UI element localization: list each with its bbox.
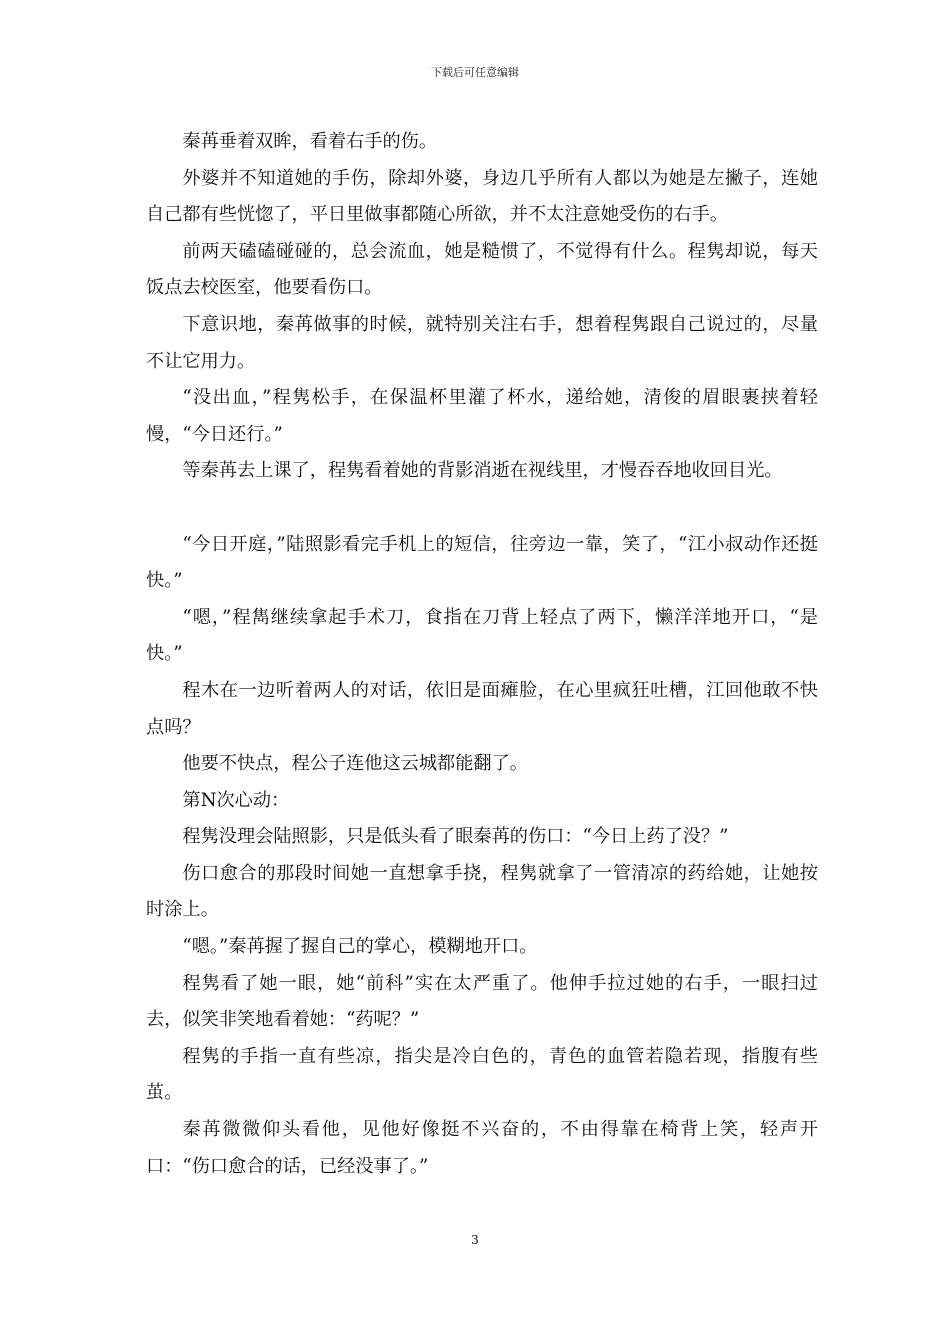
paragraph-16: 程隽的手指一直有些凉，指尖是冷白色的，青色的血管若隐若现，指腹有些茧。 xyxy=(146,1045,818,1104)
paragraph-5: “没出血，”程隽松手，在保温杯里灌了杯水，递给她，清俊的眉眼裹挟着轻慢，“今日还行。” xyxy=(146,387,818,445)
paragraph-4: 下意识地，秦苒做事的时候，就特别关注右手，想着程隽跟自己说过的，尽量不让它用力。 xyxy=(146,313,818,372)
paragraph-2: 外婆并不知道她的手伤，除却外婆，身边几乎所有人都以为她是左撇子，连她自己都有些恍惚了，平日里做事都随心所欲，并不太注意她受伤的右手。 xyxy=(146,167,818,226)
paragraph-3: 前两天磕磕碰碰的，总会流血，她是糙惯了，不觉得有什么。程隽却说，每天饭点去校医室，他要看伤口。 xyxy=(146,240,818,299)
page-header: 下载后可任意编辑 xyxy=(431,66,519,79)
paragraph-1: 秦苒垂着双眸，看着右手的伤。 xyxy=(182,131,438,152)
paragraph-13: 伤口愈合的那段时间她一直想拿手挠，程隽就拿了一管清凉的药给她，让她按时涂上。 xyxy=(146,862,818,921)
paragraph-11: 第N次心动： xyxy=(182,789,290,811)
paragraph-14: “嗯。”秦苒握了握自己的掌心，模糊地开口。 xyxy=(182,936,538,958)
page-number: 3 xyxy=(471,1233,479,1247)
paragraph-7: “今日开庭，”陆照影看完手机上的短信，往旁边一靠，笑了，“江小叔动作还挺快。” xyxy=(146,533,818,592)
document-body xyxy=(146,124,818,1185)
paragraph-10: 他要不快点，程公子连他这云城都能翻了。 xyxy=(182,753,528,775)
paragraph-6: 等秦苒去上课了，程隽看着她的背影消逝在视线里，才慢吞吞地收回目光。 xyxy=(182,460,783,482)
paragraph-12: 程隽没理会陆照影，只是低头看了眼秦苒的伤口：“今日上药了没？” xyxy=(182,826,729,848)
paragraph-8: “嗯，”程雋继续拿起手术刀，食指在刀背上轻点了两下，懒洋洋地开口，“是快。” xyxy=(146,606,818,665)
paragraph-17: 秦苒微微仰头看他，见他好像挺不兴奋的，不由得靠在椅背上笑，轻声开口：“伤口愈合的话，已经没事了。” xyxy=(146,1119,818,1177)
paragraph-15: 程隽看了她一眼，她“前科”实在太严重了。他伸手拉过她的右手，一眼扫过去，似笑非笑地看着她：“药呢？” xyxy=(146,972,818,1031)
paragraph-9: 程木在一边听着两人的对话，依旧是面瘫脸，在心里疯狂吐槽，江回他敢不快点吗？ xyxy=(146,679,818,738)
